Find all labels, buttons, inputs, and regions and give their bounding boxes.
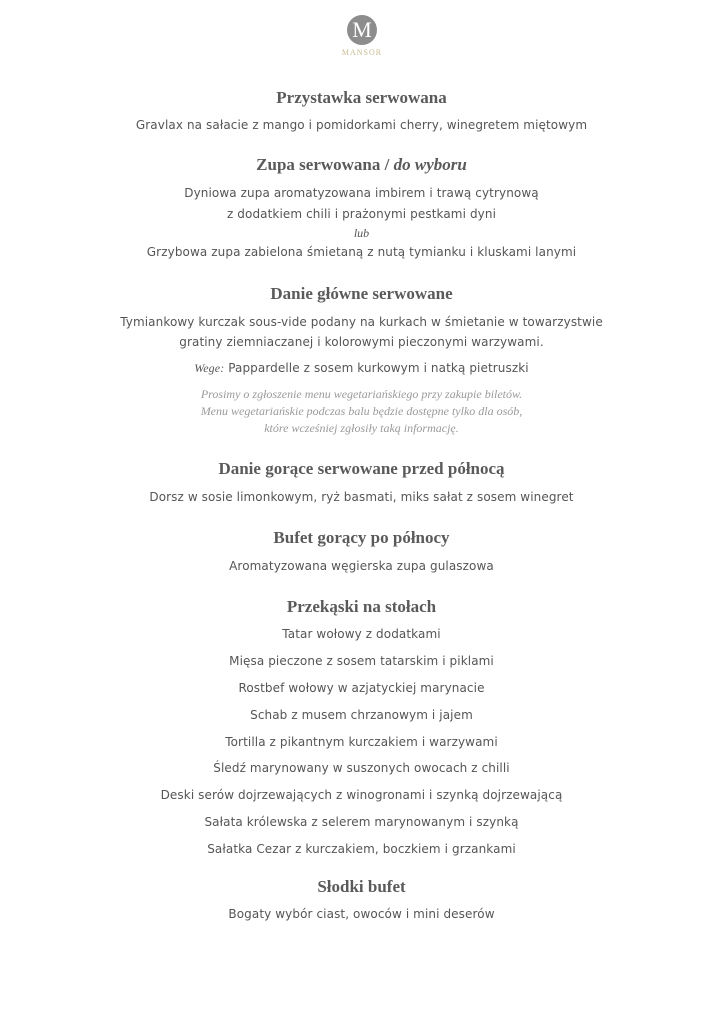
logo-letter: M: [352, 17, 372, 42]
after-midnight-text: Aromatyzowana węgierska zupa gulaszowa: [229, 559, 494, 573]
vege-label: Wege:: [194, 361, 225, 375]
logo-brand-text: MANSOR: [341, 48, 383, 57]
midnight-heading: Danie gorące serwowane przed północą: [218, 459, 505, 478]
soup-heading-choice: do wyboru: [393, 155, 467, 174]
sweet-heading: Słodki bufet: [317, 877, 406, 896]
snack-item: Sałata królewska z selerem marynowanym i szynką: [204, 815, 519, 829]
snack-item: Tortilla z pikantnym kurczakiem i warzywami: [225, 735, 498, 749]
main-line2: gratiny ziemniaczanej i kolorowymi pieczonymi warzywami.: [179, 335, 544, 349]
logo-emblem: [347, 15, 377, 45]
mansor-logo: [340, 15, 384, 57]
main-line1: Tymiankowy kurczak sous-vide podany na kurkach w śmietanie w towarzystwie: [120, 315, 603, 329]
soup-option1-line1: Dyniowa zupa aromatyzowana imbirem i trawą cytrynową: [184, 186, 539, 200]
snack-item: Tatar wołowy z dodatkami: [282, 627, 441, 641]
soup-heading: [0, 155, 723, 175]
sweet-text: Bogaty wybór ciast, owoców i mini deserów: [228, 907, 495, 921]
snack-item: Deski serów dojrzewających z winogronami i szynką dojrzewającą: [160, 788, 563, 802]
starter-text: Gravlax na sałacie z mango i pomidorkami cherry, winegretem miętowym: [135, 118, 588, 132]
main-heading: Danie główne serwowane: [270, 284, 453, 303]
vege-option: [0, 361, 723, 376]
snack-item: Schab z musem chrzanowym i jajem: [250, 708, 473, 722]
starter-heading: Przystawka serwowana: [276, 88, 447, 107]
soup-heading-main: Zupa serwowana /: [256, 155, 394, 174]
vege-note-line2: Menu wegetariańskie podczas balu będzie dostępne tylko dla osób,: [200, 404, 523, 418]
vege-note-line1: Prosimy o zgłoszenie menu wegetariańskiego przy zakupie biletów.: [200, 387, 523, 401]
midnight-text: Dorsz w sosie limonkowym, ryż basmati, miks sałat z sosem winegret: [149, 490, 574, 504]
soup-option1-line2: z dodatkiem chili i prażonymi pestkami dyni: [226, 207, 497, 221]
snack-item: Śledź marynowany w suszonych owocach z chilli: [213, 761, 510, 775]
soup-option2: Grzybowa zupa zabielona śmietaną z nutą tymianku i kluskami lanymi: [146, 245, 577, 259]
snacks-heading: Przekąski na stołach: [286, 597, 437, 616]
snack-item: Sałatka Cezar z kurczakiem, boczkiem i grzankami: [207, 842, 516, 856]
snack-item: Mięsa pieczone z sosem tatarskim i piklami: [229, 654, 494, 668]
snack-item: Rostbef wołowy w azjatyckiej marynacie: [238, 681, 485, 695]
vege-note-line3: które wcześniej zgłosiły taką informację.: [264, 421, 459, 435]
vege-text: Pappardelle z sosem kurkowym i natką pietruszki: [224, 361, 529, 375]
soup-or: lub: [353, 226, 370, 240]
after-midnight-heading: Bufet gorący po północy: [273, 528, 450, 547]
